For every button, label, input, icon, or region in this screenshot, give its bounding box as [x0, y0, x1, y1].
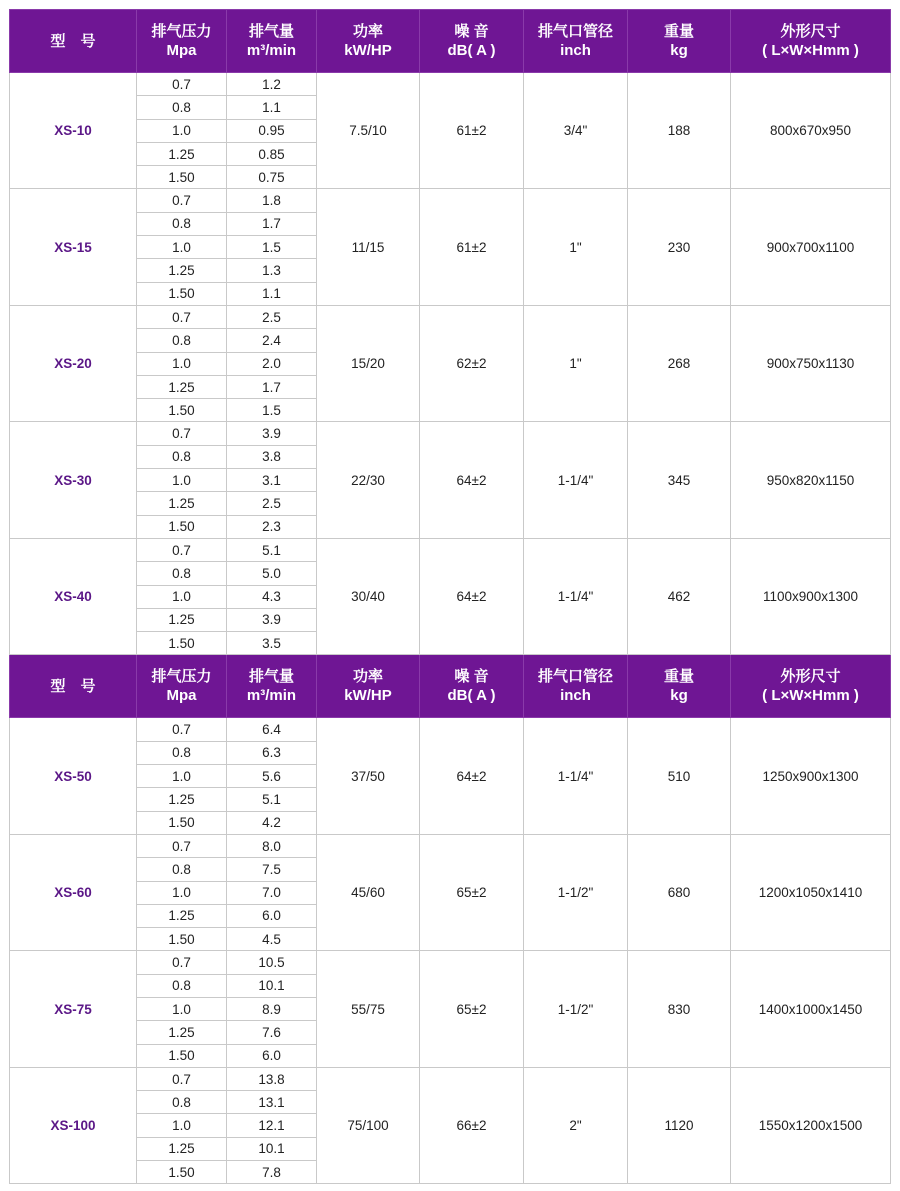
- table-row: [10, 1067, 891, 1090]
- pressure-cell: 1.50: [137, 811, 227, 834]
- header-outlet-line: 排气口管径: [537, 668, 613, 686]
- pressure-cell: 1.0: [137, 881, 227, 904]
- pressure-cell: 1.50: [137, 282, 227, 305]
- table-row: [10, 538, 891, 561]
- pressure-cell: 0.8: [137, 741, 227, 764]
- flow-cell: 3.5: [227, 632, 317, 655]
- power-cell: 75/100: [317, 1067, 420, 1183]
- flow-cell: 0.95: [227, 119, 317, 142]
- power-cell: 15/20: [317, 305, 420, 421]
- spec-table: [9, 9, 891, 1184]
- header-power: [317, 655, 420, 718]
- model-cell: XS-20: [10, 305, 137, 421]
- dims-cell: 950x820x1150: [731, 422, 891, 538]
- noise-cell: 64±2: [420, 718, 524, 834]
- header-weight-line: 重量: [663, 668, 694, 686]
- pressure-cell: 1.25: [137, 788, 227, 811]
- flow-cell: 1.1: [227, 282, 317, 305]
- flow-cell: 7.8: [227, 1161, 317, 1184]
- pressure-cell: 0.7: [137, 422, 227, 445]
- header-power-line: kW/HP: [344, 687, 392, 705]
- header-flow-line: m³/min: [246, 687, 297, 705]
- flow-cell: 3.1: [227, 469, 317, 492]
- pressure-cell: 1.0: [137, 469, 227, 492]
- flow-cell: 1.1: [227, 96, 317, 119]
- flow-cell: 1.8: [227, 189, 317, 212]
- flow-cell: 1.5: [227, 236, 317, 259]
- noise-cell: 64±2: [420, 422, 524, 538]
- weight-cell: 510: [628, 718, 731, 834]
- header-weight-line: kg: [670, 42, 688, 59]
- dims-cell: 900x700x1100: [731, 189, 891, 305]
- pressure-cell: 0.7: [137, 1067, 227, 1090]
- pressure-cell: 0.7: [137, 538, 227, 561]
- header-outlet: [524, 10, 628, 73]
- header-power-line: kW/HP: [344, 42, 392, 59]
- model-cell: XS-15: [10, 189, 137, 305]
- flow-cell: 13.8: [227, 1067, 317, 1090]
- outlet-cell: 1-1/2": [524, 834, 628, 950]
- pressure-cell: 1.25: [137, 608, 227, 631]
- header-weight-line: kg: [670, 687, 688, 705]
- weight-cell: 230: [628, 189, 731, 305]
- model-cell: XS-40: [10, 538, 137, 654]
- flow-cell: 5.0: [227, 562, 317, 585]
- pressure-cell: 0.7: [137, 73, 227, 96]
- pressure-cell: 1.0: [137, 585, 227, 608]
- pressure-cell: 0.8: [137, 96, 227, 119]
- pressure-cell: 1.50: [137, 166, 227, 189]
- flow-cell: 8.9: [227, 997, 317, 1020]
- flow-cell: 0.85: [227, 142, 317, 165]
- header-flow-line: m³/min: [246, 42, 297, 59]
- header-noise-line: 噪 音: [454, 668, 489, 686]
- pressure-cell: 0.7: [137, 305, 227, 328]
- noise-cell: 62±2: [420, 305, 524, 421]
- pressure-cell: 1.50: [137, 1044, 227, 1067]
- flow-cell: 6.0: [227, 904, 317, 927]
- flow-cell: 10.1: [227, 974, 317, 997]
- model-cell: XS-100: [10, 1067, 137, 1183]
- outlet-cell: 3/4": [524, 73, 628, 189]
- power-cell: 45/60: [317, 834, 420, 950]
- flow-cell: 1.3: [227, 259, 317, 282]
- weight-cell: 1120: [628, 1067, 731, 1183]
- pressure-cell: 0.8: [137, 1091, 227, 1114]
- flow-cell: 2.4: [227, 329, 317, 352]
- flow-cell: 6.3: [227, 741, 317, 764]
- flow-cell: 4.5: [227, 928, 317, 951]
- flow-cell: 6.0: [227, 1044, 317, 1067]
- pressure-cell: 0.7: [137, 951, 227, 974]
- flow-cell: 10.1: [227, 1137, 317, 1160]
- flow-cell: 2.5: [227, 305, 317, 328]
- header-dims-line: ( L×W×Hmm ): [762, 687, 859, 705]
- pressure-cell: 0.8: [137, 212, 227, 235]
- table-row: [10, 189, 891, 212]
- flow-cell: 5.1: [227, 788, 317, 811]
- pressure-cell: 0.8: [137, 858, 227, 881]
- header-flow-line: 排气量: [248, 23, 294, 40]
- pressure-cell: 1.50: [137, 928, 227, 951]
- noise-cell: 61±2: [420, 73, 524, 189]
- flow-cell: 12.1: [227, 1114, 317, 1137]
- pressure-cell: 1.25: [137, 1137, 227, 1160]
- header-model: 型 号: [10, 655, 137, 718]
- pressure-cell: 0.8: [137, 974, 227, 997]
- flow-cell: 1.5: [227, 399, 317, 422]
- header-dims-line: ( L×W×Hmm ): [762, 42, 859, 59]
- dims-cell: 1200x1050x1410: [731, 834, 891, 950]
- pressure-cell: 1.50: [137, 1161, 227, 1184]
- dims-cell: 1400x1000x1450: [731, 951, 891, 1067]
- dims-cell: 1250x900x1300: [731, 718, 891, 834]
- header-model: 型 号: [10, 10, 137, 73]
- header-flow: [227, 655, 317, 718]
- pressure-cell: 1.25: [137, 1021, 227, 1044]
- header-outlet: [524, 655, 628, 718]
- model-cell: XS-50: [10, 718, 137, 834]
- pressure-cell: 0.7: [137, 718, 227, 741]
- header-dims-line: 外形尺寸: [780, 668, 841, 686]
- pressure-cell: 1.50: [137, 632, 227, 655]
- outlet-cell: 1-1/4": [524, 422, 628, 538]
- pressure-cell: 1.25: [137, 492, 227, 515]
- model-cell: XS-60: [10, 834, 137, 950]
- model-cell: XS-30: [10, 422, 137, 538]
- table-row: [10, 305, 891, 328]
- flow-cell: 8.0: [227, 834, 317, 857]
- weight-cell: 830: [628, 951, 731, 1067]
- weight-cell: 680: [628, 834, 731, 950]
- pressure-cell: 1.0: [137, 119, 227, 142]
- power-cell: 11/15: [317, 189, 420, 305]
- header-outlet-line: 排气口管径: [537, 23, 613, 40]
- header-noise-line: dB( A ): [447, 687, 496, 705]
- pressure-cell: 1.25: [137, 904, 227, 927]
- flow-cell: 4.2: [227, 811, 317, 834]
- header-row: [10, 655, 891, 718]
- flow-cell: 7.5: [227, 858, 317, 881]
- model-cell: XS-75: [10, 951, 137, 1067]
- model-cell: XS-10: [10, 73, 137, 189]
- pressure-cell: 1.0: [137, 1114, 227, 1137]
- dims-cell: 1550x1200x1500: [731, 1067, 891, 1183]
- pressure-cell: 1.0: [137, 997, 227, 1020]
- table-row: [10, 951, 891, 974]
- outlet-cell: 2": [524, 1067, 628, 1183]
- pressure-cell: 0.8: [137, 562, 227, 585]
- weight-cell: 462: [628, 538, 731, 654]
- flow-cell: 5.6: [227, 765, 317, 788]
- flow-cell: 3.8: [227, 445, 317, 468]
- header-noise: [420, 655, 524, 718]
- flow-cell: 0.75: [227, 166, 317, 189]
- header-outlet-line: inch: [560, 687, 591, 705]
- spec-sheet: [9, 9, 890, 1184]
- pressure-cell: 0.8: [137, 329, 227, 352]
- noise-cell: 61±2: [420, 189, 524, 305]
- header-noise: [420, 10, 524, 73]
- flow-cell: 10.5: [227, 951, 317, 974]
- header-noise-line: 噪 音: [454, 23, 489, 40]
- flow-cell: 1.2: [227, 73, 317, 96]
- noise-cell: 65±2: [420, 951, 524, 1067]
- pressure-cell: 1.0: [137, 765, 227, 788]
- header-flow-line: 排气量: [248, 668, 294, 686]
- flow-cell: 6.4: [227, 718, 317, 741]
- header-power-line: 功率: [352, 23, 383, 40]
- header-power-line: 功率: [352, 668, 383, 686]
- power-cell: 7.5/10: [317, 73, 420, 189]
- header-weight: [628, 655, 731, 718]
- dims-cell: 1100x900x1300: [731, 538, 891, 654]
- pressure-cell: 1.0: [137, 236, 227, 259]
- power-cell: 30/40: [317, 538, 420, 654]
- header-pressure-line: 排气压力: [151, 668, 212, 686]
- spec-table-body: [10, 10, 891, 1184]
- pressure-cell: 1.0: [137, 352, 227, 375]
- table-row: [10, 422, 891, 445]
- header-pressure-line: 排气压力: [151, 23, 212, 40]
- outlet-cell: 1-1/2": [524, 951, 628, 1067]
- pressure-cell: 1.50: [137, 399, 227, 422]
- header-power: [317, 10, 420, 73]
- pressure-cell: 0.7: [137, 189, 227, 212]
- flow-cell: 7.0: [227, 881, 317, 904]
- flow-cell: 4.3: [227, 585, 317, 608]
- flow-cell: 7.6: [227, 1021, 317, 1044]
- header-dims: [731, 10, 891, 73]
- outlet-cell: 1-1/4": [524, 538, 628, 654]
- header-pressure: [137, 655, 227, 718]
- flow-cell: 2.0: [227, 352, 317, 375]
- header-pressure-line: Mpa: [166, 42, 197, 59]
- flow-cell: 2.3: [227, 515, 317, 538]
- header-pressure: [137, 10, 227, 73]
- table-row: [10, 73, 891, 96]
- flow-cell: 3.9: [227, 608, 317, 631]
- header-flow: [227, 10, 317, 73]
- header-weight: [628, 10, 731, 73]
- outlet-cell: 1": [524, 189, 628, 305]
- noise-cell: 66±2: [420, 1067, 524, 1183]
- flow-cell: 5.1: [227, 538, 317, 561]
- header-dims: [731, 655, 891, 718]
- table-row: [10, 718, 891, 741]
- header-outlet-line: inch: [560, 42, 591, 59]
- table-row: [10, 834, 891, 857]
- dims-cell: 900x750x1130: [731, 305, 891, 421]
- header-dims-line: 外形尺寸: [780, 23, 841, 40]
- noise-cell: 65±2: [420, 834, 524, 950]
- pressure-cell: 0.8: [137, 445, 227, 468]
- pressure-cell: 1.25: [137, 259, 227, 282]
- flow-cell: 1.7: [227, 212, 317, 235]
- header-row: [10, 10, 891, 73]
- noise-cell: 64±2: [420, 538, 524, 654]
- flow-cell: 1.7: [227, 375, 317, 398]
- weight-cell: 345: [628, 422, 731, 538]
- header-weight-line: 重量: [663, 23, 694, 40]
- power-cell: 22/30: [317, 422, 420, 538]
- pressure-cell: 1.50: [137, 515, 227, 538]
- weight-cell: 188: [628, 73, 731, 189]
- pressure-cell: 1.25: [137, 375, 227, 398]
- power-cell: 37/50: [317, 718, 420, 834]
- dims-cell: 800x670x950: [731, 73, 891, 189]
- power-cell: 55/75: [317, 951, 420, 1067]
- outlet-cell: 1": [524, 305, 628, 421]
- header-noise-line: dB( A ): [447, 42, 496, 59]
- pressure-cell: 1.25: [137, 142, 227, 165]
- header-pressure-line: Mpa: [166, 687, 197, 705]
- weight-cell: 268: [628, 305, 731, 421]
- flow-cell: 13.1: [227, 1091, 317, 1114]
- flow-cell: 3.9: [227, 422, 317, 445]
- pressure-cell: 0.7: [137, 834, 227, 857]
- outlet-cell: 1-1/4": [524, 718, 628, 834]
- flow-cell: 2.5: [227, 492, 317, 515]
